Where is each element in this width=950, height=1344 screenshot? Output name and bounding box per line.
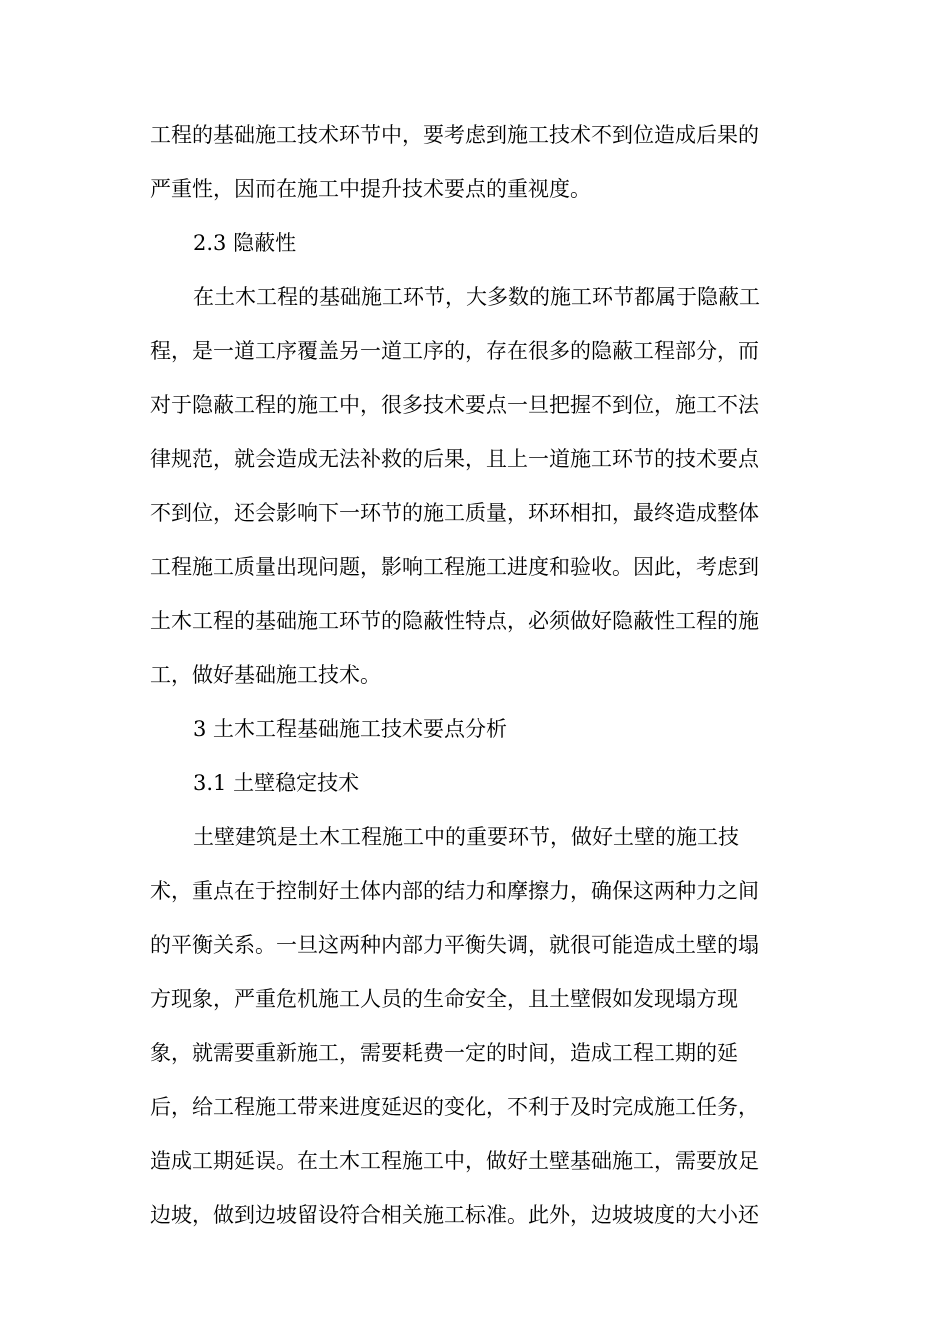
text-line: 工程施工质量出现问题，影响工程施工进度和验收。因此，考虑到 [150, 555, 759, 579]
text-line: 方现象，严重危机施工人员的生命安全，且土壁假如发现塌方现 [150, 987, 738, 1011]
text-line: 的平衡关系。一旦这两种内部力平衡失调，就很可能造成土壁的塌 [150, 933, 759, 957]
text-line: 不到位，还会影响下一环节的施工质量，环环相扣，最终造成整体 [150, 501, 759, 525]
text-line: 工程的基础施工技术环节中，要考虑到施工技术不到位造成后果的 [150, 123, 759, 147]
section-heading-3: 3 土木工程基础施工技术要点分析 [193, 717, 508, 741]
text-line: 术，重点在于控制好土体内部的结力和摩擦力，确保这两种力之间 [150, 879, 759, 903]
text-line: 边坡，做到边坡留设符合相关施工标准。此外，边坡坡度的大小还 [150, 1203, 759, 1227]
text-line: 程，是一道工序覆盖另一道工序的，存在很多的隐蔽工程部分，而 [150, 339, 759, 363]
text-line: 律规范，就会造成无法补救的后果，且上一道施工环节的技术要点 [150, 447, 759, 471]
text-line: 工，做好基础施工技术。 [150, 663, 381, 687]
section-heading-2-3: 2.3 隐蔽性 [193, 231, 297, 255]
text-line: 造成工期延误。在土木工程施工中，做好土壁基础施工，需要放足 [150, 1149, 759, 1173]
text-line: 象，就需要重新施工，需要耗费一定的时间，造成工程工期的延 [150, 1041, 738, 1065]
body-text [150, 108, 800, 1242]
text-line: 严重性，因而在施工中提升技术要点的重视度。 [150, 177, 591, 201]
text-line: 土木工程的基础施工环节的隐蔽性特点，必须做好隐蔽性工程的施 [150, 609, 759, 633]
text-line: 土壁建筑是土木工程施工中的重要环节，做好土壁的施工技 [193, 825, 739, 849]
section-heading-3-1: 3.1 土壁稳定技术 [193, 771, 360, 795]
text-line: 对于隐蔽工程的施工中，很多技术要点一旦把握不到位，施工不法 [150, 393, 759, 417]
text-line: 后，给工程施工带来进度延迟的变化，不利于及时完成施工任务， [150, 1095, 759, 1119]
text-line: 在土木工程的基础施工环节，大多数的施工环节都属于隐蔽工 [193, 285, 760, 309]
